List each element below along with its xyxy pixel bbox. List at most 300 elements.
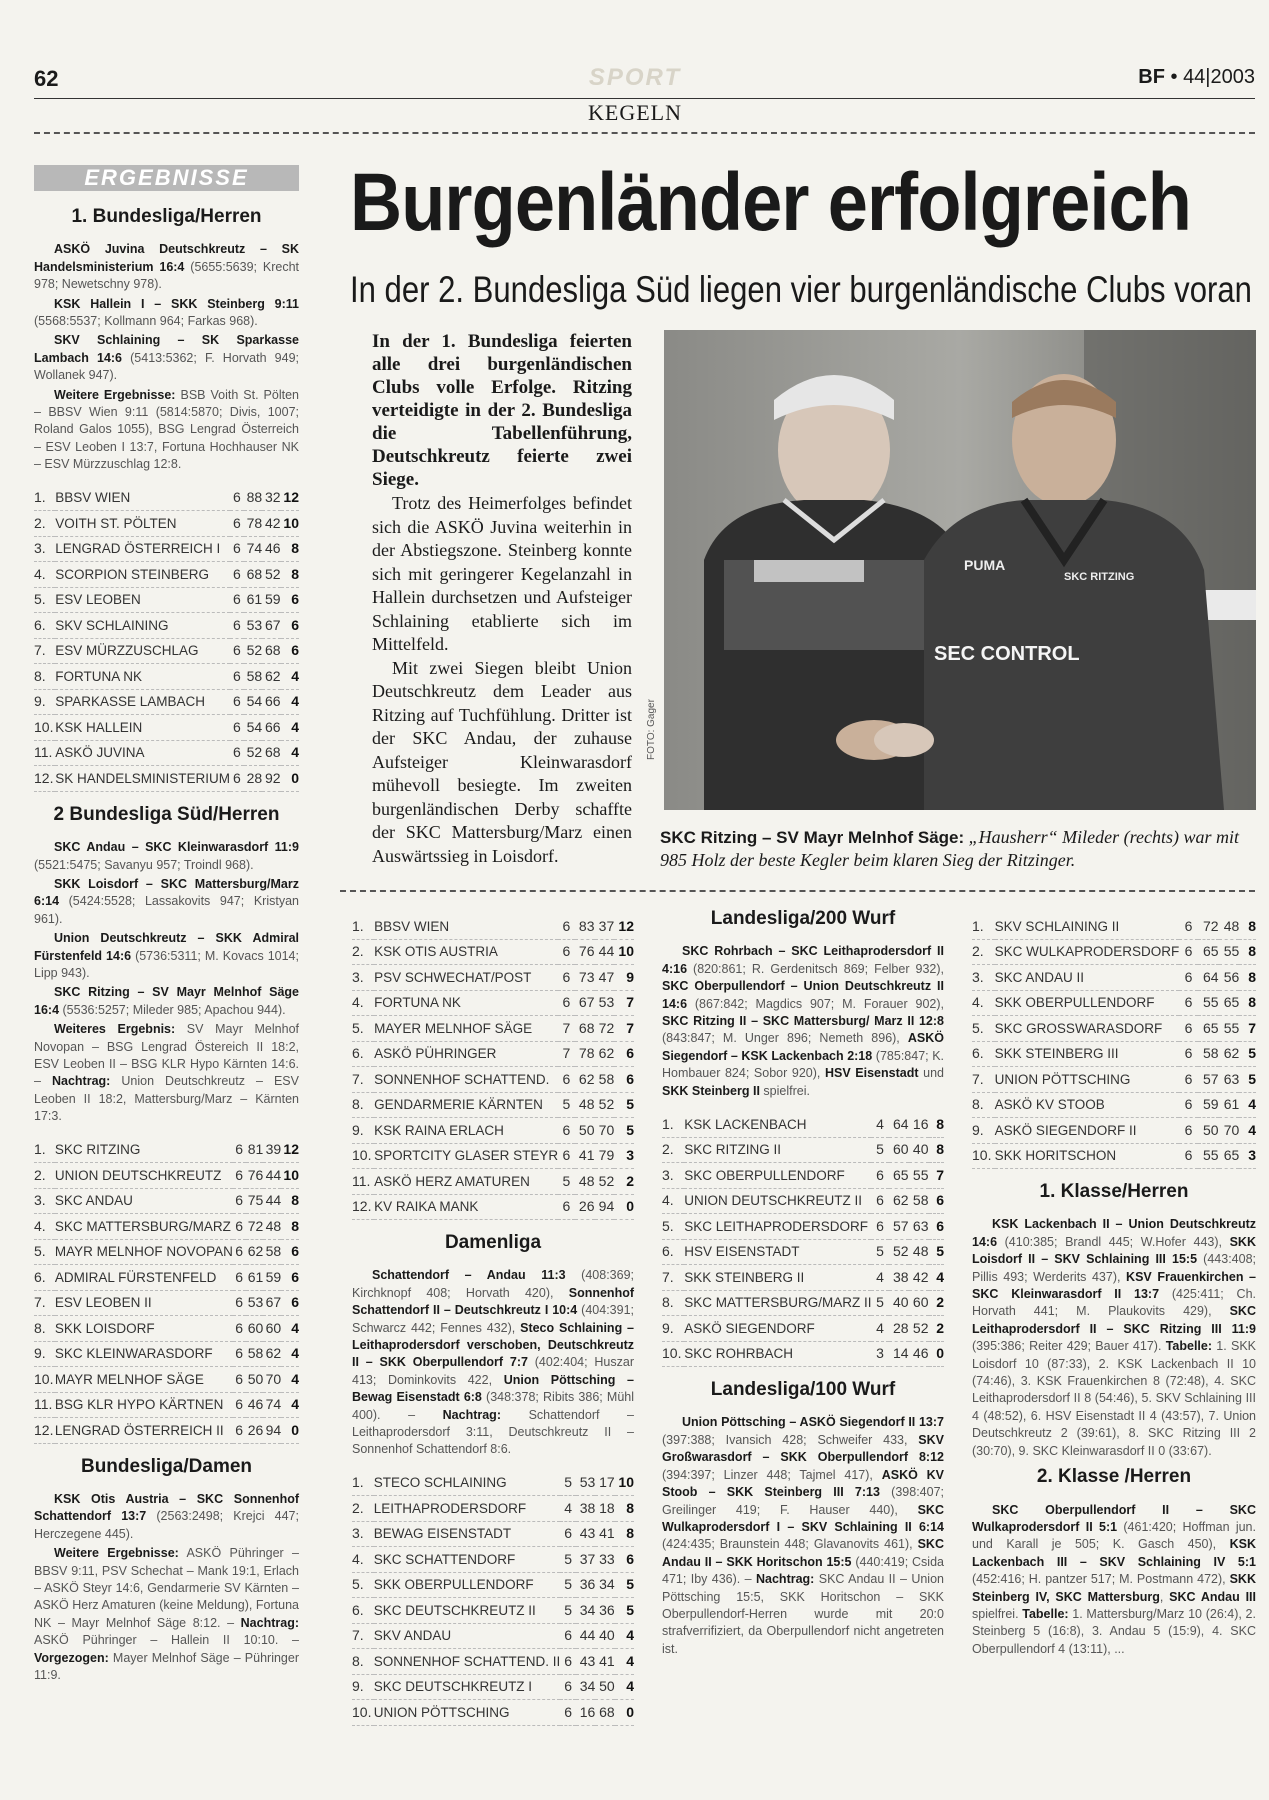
result-detail: Mayer Melnhof Säge – Pühringer 11:9.: [34, 1650, 299, 1683]
result-detail: (5413:5362; F. Horvath 949; Wollanek 947).: [34, 350, 300, 383]
standings-row: [662, 1214, 944, 1240]
result-match: SKC Leithaprodersdorf II – SKC Ritzing III 11:9: [972, 1304, 1256, 1336]
result-detail: ASKÖ Pühringer – Hallein II 10:10. –: [34, 1633, 299, 1648]
standings-score-for: 61: [246, 1265, 264, 1291]
shirt-text-skc-ritzing: SKC RITZING: [1064, 571, 1135, 583]
standings-score-against: 41: [595, 1521, 614, 1547]
standings-rank: 1.: [352, 914, 374, 939]
standings-points: 6: [281, 1265, 299, 1291]
results-column-3: [662, 902, 944, 1660]
result-detail: (443:408; Pillis 493; Werderits 437),: [972, 1252, 1257, 1284]
standings-games: 6: [871, 1214, 888, 1240]
standings-points: 3: [1239, 1143, 1256, 1169]
standings-score-against: 18: [595, 1496, 614, 1522]
standings-score-against: 63: [909, 1214, 929, 1240]
result-match: Weitere Ergebnisse:: [54, 1546, 179, 1561]
standings-row: [352, 1169, 634, 1195]
standings-score-for: 61: [244, 587, 262, 613]
standings-score-against: 65: [1219, 1143, 1240, 1169]
standings-score-against: 44: [595, 939, 615, 965]
section-landesliga200: [662, 910, 944, 1367]
result-match: SKC Ritzing – SV Mayr Melnhof Säge 16:4: [34, 985, 299, 1017]
standings-row: [34, 486, 299, 511]
standings-games: 6: [1179, 990, 1198, 1016]
standings-score-against: 94: [595, 1194, 615, 1220]
result-detail: (867:842; Magdics 907; M. Forauer 902),: [687, 996, 944, 1011]
standings-games: 6: [233, 1392, 246, 1418]
section-bl-damen: [34, 1455, 299, 1685]
results-text: [34, 839, 299, 1126]
standings-row: [662, 1137, 944, 1163]
standings-score-for: 64: [1198, 965, 1219, 991]
standings-score-for: 76: [575, 939, 595, 965]
section-landesliga100-table: [972, 914, 1256, 1169]
section-landesliga100: [662, 1381, 944, 1658]
standings-score-for: 68: [575, 1016, 595, 1042]
standings-row: [352, 939, 634, 965]
result-paragraph: [34, 241, 299, 293]
standings-team-name: LENGRAD ÖSTERREICH II: [55, 1418, 233, 1444]
standings-team-name: BBSV WIEN: [374, 914, 558, 939]
standings-row: [352, 914, 634, 939]
standings-games: 5: [871, 1290, 888, 1316]
result-paragraph: [34, 876, 299, 928]
standings-team-name: BBSV WIEN: [55, 486, 230, 511]
standings-score-against: 60: [263, 1316, 281, 1342]
standings-games: 7: [558, 1041, 575, 1067]
result-detail: (398:407; Greilinger 419; F. Hauser 440),: [662, 1485, 944, 1517]
standings-score-for: 43: [576, 1649, 595, 1675]
result-detail: 1. Mattersburg/Marz 10 (26:4), 2. Steinberg 5 (16:8), 3. Andau 5 (15:9), 4. SKC Oberpullendorf 4 (13:11), ...: [972, 1606, 1256, 1656]
standings-score-for: 26: [246, 1418, 264, 1444]
standings-points: 6: [614, 1067, 634, 1093]
standings-points: 6: [281, 638, 299, 664]
standings-team-name: BEWAG EISENSTADT: [374, 1521, 561, 1547]
standings-score-against: 92: [262, 766, 280, 792]
standings-team-name: UNION PÖTTSCHING: [995, 1067, 1180, 1093]
result-detail: und: [918, 1066, 944, 1081]
standings-team-name: SKC DEUTSCHKREUTZ II: [374, 1598, 561, 1624]
standings-team-name: SKV SCHLAINING: [55, 613, 230, 639]
publication-name: BF: [1138, 66, 1165, 88]
standings-points: 6: [281, 1290, 299, 1316]
standings-score-for: 53: [246, 1290, 264, 1316]
standings-games: 6: [230, 511, 244, 537]
section-klasse2: [972, 1468, 1256, 1658]
standings-team-name: UNION DEUTSCHKREUTZ II: [684, 1188, 871, 1214]
standings-score-against: 40: [909, 1137, 929, 1163]
standings-score-for: 44: [576, 1623, 595, 1649]
standings-row: [34, 766, 299, 792]
standings-table: [34, 486, 299, 792]
standings-score-against: 44: [263, 1188, 281, 1214]
standings-points: 5: [1239, 1067, 1256, 1093]
standings-row: [352, 1674, 634, 1700]
standings-rank: 9.: [352, 1118, 374, 1144]
standings-rank: 4.: [34, 562, 55, 588]
standings-score-for: 60: [246, 1316, 264, 1342]
standings-games: 5: [560, 1547, 576, 1573]
standings-score-against: 68: [262, 638, 280, 664]
standings-row: [34, 536, 299, 562]
standings-row: [972, 965, 1256, 991]
standings-score-against: 59: [262, 587, 280, 613]
standings-score-against: 72: [595, 1016, 615, 1042]
standings-team-name: SKK STEINBERG III: [995, 1041, 1180, 1067]
standings-points: 0: [614, 1194, 634, 1220]
standings-score-for: 16: [576, 1700, 595, 1726]
standings-games: 6: [871, 1163, 888, 1189]
standings-score-against: 52: [909, 1316, 929, 1342]
standings-row: [34, 1188, 299, 1214]
section-damenliga: [352, 1234, 634, 1726]
standings-row: [972, 939, 1256, 965]
standings-row: [34, 715, 299, 741]
standings-games: 5: [871, 1137, 888, 1163]
standings-row: [352, 1623, 634, 1649]
result-paragraph: [662, 943, 944, 1100]
standings-team-name: SKV ANDAU: [374, 1623, 561, 1649]
standings-rank: 8.: [352, 1649, 374, 1675]
standings-score-for: 67: [575, 990, 595, 1016]
result-detail: (5521:5475; Savanyu 957; Troindl 968).: [34, 857, 254, 872]
standings-team-name: SKC OBERPULLENDORF: [684, 1163, 871, 1189]
standings-row: [352, 1547, 634, 1573]
standings-points: 8: [1239, 939, 1256, 965]
standings-team-name: SKC RITZING: [55, 1138, 233, 1163]
standings-rank: 3.: [352, 1521, 374, 1547]
standings-score-against: 65: [1219, 990, 1240, 1016]
standings-rank: 3.: [352, 965, 374, 991]
standings-games: 6: [558, 990, 575, 1016]
standings-points: 12: [614, 914, 634, 939]
standings-row: [662, 1239, 944, 1265]
standings-team-name: ASKÖ JUVINA: [55, 740, 230, 766]
standings-points: 4: [281, 689, 299, 715]
standings-row: [662, 1316, 944, 1342]
standings-row: [352, 965, 634, 991]
result-paragraph: [34, 839, 299, 874]
result-detail: (5568:5537; Kollmann 964; Farkas 968).: [34, 314, 258, 329]
standings-games: 6: [558, 1143, 575, 1169]
standings-points: 7: [614, 1016, 634, 1042]
standings-rank: 7.: [662, 1265, 684, 1291]
standings-score-against: 63: [1219, 1067, 1240, 1093]
standings-score-for: 38: [889, 1265, 909, 1291]
result-paragraph: [34, 332, 299, 384]
standings-row: [34, 1341, 299, 1367]
standings-score-for: 57: [889, 1214, 909, 1240]
standings-score-for: 50: [575, 1118, 595, 1144]
standings-games: 6: [1179, 1016, 1198, 1042]
standings-games: 5: [560, 1598, 576, 1624]
result-detail: (5655:5639; Krecht 978; Newetschny 978).: [34, 259, 300, 292]
standings-score-against: 33: [595, 1547, 614, 1573]
standings-rank: 10.: [34, 715, 55, 741]
standings-score-against: 48: [1219, 914, 1240, 939]
standings-row: [662, 1265, 944, 1291]
standings-row: [352, 1496, 634, 1522]
result-match: SKC Oberpullendorf II – SKC Wulkaprodersdorf II 5:1: [972, 1502, 1256, 1534]
standings-points: 10: [281, 1163, 299, 1189]
standings-score-for: 48: [575, 1169, 595, 1195]
standings-row: [662, 1112, 944, 1137]
standings-score-against: 59: [263, 1265, 281, 1291]
result-detail: (424:435; Braunstein 448; Glavanovits 461),: [662, 1537, 918, 1552]
result-detail: (2563:2498; Krejci 447; Herczegene 445).: [34, 1509, 299, 1541]
standings-row: [34, 1367, 299, 1393]
standings-points: 6: [281, 1239, 299, 1265]
standings-score-for: 52: [889, 1239, 909, 1265]
standings-team-name: STECO SCHLAINING: [374, 1471, 561, 1496]
bowlers-photo-illustration: [664, 330, 1256, 810]
standings-rank: 10.: [34, 1367, 55, 1393]
standings-games: 5: [560, 1572, 576, 1598]
section-heading: 2 Bundesliga Süd/Herren: [53, 803, 280, 825]
standings-games: 6: [230, 613, 244, 639]
result-detail: (5736:5311; M. Kovacs 1014; Lipp 943).: [34, 948, 299, 980]
result-paragraph: [34, 984, 299, 1019]
standings-team-name: SKK STEINBERG II: [684, 1265, 871, 1291]
standings-points: 6: [615, 1547, 634, 1573]
standings-games: 6: [233, 1290, 246, 1316]
standings-score-for: 62: [246, 1239, 264, 1265]
standings-rank: 6.: [34, 613, 55, 639]
standings-row: [972, 1143, 1256, 1169]
standings-rank: 12.: [34, 766, 55, 792]
standings-games: 6: [1179, 1067, 1198, 1093]
result-match: Schattendorf – Andau 11:3: [372, 1268, 566, 1283]
standings-games: 5: [558, 1092, 575, 1118]
standings-rank: 5.: [352, 1572, 374, 1598]
standings-row: [352, 1041, 634, 1067]
result-match: Weiteres Ergebnis:: [54, 1022, 176, 1037]
result-paragraph: [34, 296, 299, 331]
standings-score-against: 41: [595, 1649, 614, 1675]
standings-table: [352, 1471, 634, 1726]
standings-games: 6: [233, 1214, 246, 1240]
standings-rank: 2.: [34, 511, 55, 537]
standings-rank: 4.: [972, 990, 995, 1016]
result-paragraph: [34, 387, 299, 474]
standings-games: 6: [230, 638, 244, 664]
section-heading: Landesliga/200 Wurf: [710, 908, 896, 929]
standings-score-for: 88: [244, 486, 262, 511]
section-heading: 1. Klasse/Herren: [1039, 1181, 1189, 1202]
standings-rank: 3.: [34, 1188, 55, 1214]
standings-row: [972, 1118, 1256, 1144]
section-bl2-sued: [34, 803, 299, 1444]
standings-team-name: SPARKASSE LAMBACH: [55, 689, 230, 715]
section-bl1-herren: [34, 208, 299, 792]
result-match: SKV Schlaining – SK Sparkasse Lambach 14:6: [34, 333, 299, 365]
result-match: Nachtrag:: [756, 1572, 815, 1587]
article-photo: [664, 330, 1256, 810]
result-match: SKK Steinberg IV, SKC Mattersburg: [972, 1572, 1256, 1604]
standings-row: [662, 1163, 944, 1189]
standings-team-name: SKK LOISDORF: [55, 1316, 233, 1342]
standings-points: 6: [281, 613, 299, 639]
result-match: Nachtrag:: [51, 1074, 111, 1089]
standings-score-for: 76: [246, 1163, 264, 1189]
standings-score-against: 40: [595, 1623, 614, 1649]
result-match: SKC Oberpullendorf – Union Deutschkreutz II 14:6: [662, 979, 944, 1011]
standings-games: 5: [558, 1169, 575, 1195]
standings-score-against: 52: [595, 1169, 615, 1195]
result-match: SKC Ritzing II – SKC Mattersburg/ Marz II 12:8: [662, 1014, 944, 1029]
standings-games: 6: [1179, 1041, 1198, 1067]
standings-score-against: 58: [595, 1067, 615, 1093]
caption-text: „Hausherr“ Mileder (rechts) war mit 985 Holz der beste Kegler beim klaren Sieg der Ritzinger.: [660, 827, 1239, 870]
standings-rank: 1.: [352, 1471, 374, 1496]
standings-team-name: SKC LEITHAPRODERSDORF: [684, 1214, 871, 1240]
standings-team-name: LENGRAD ÖSTERREICH I: [55, 536, 230, 562]
standings-score-against: 55: [909, 1163, 929, 1189]
standings-score-for: 58: [244, 664, 262, 690]
standings-score-for: 81: [246, 1138, 264, 1163]
standings-rank: 8.: [352, 1092, 374, 1118]
standings-score-against: 60: [909, 1290, 929, 1316]
standings-team-name: SCORPION STEINBERG: [55, 562, 230, 588]
result-detail: (843:847; M. Unger 896; Nemeth 896),: [662, 1031, 908, 1046]
result-detail: (461:420; Hoffman jun. und Karall je 505; K. Gasch 450),: [972, 1519, 1256, 1552]
standings-table: [662, 1112, 944, 1367]
standings-score-against: 44: [263, 1163, 281, 1189]
standings-score-for: 65: [1198, 939, 1219, 965]
standings-points: 4: [281, 1341, 299, 1367]
standings-score-for: 54: [244, 715, 262, 741]
standings-games: 6: [558, 914, 575, 939]
standings-rank: 10.: [972, 1143, 995, 1169]
result-match: SKC Rohrbach – SKC Leithaprodersdorf II 4:16: [662, 944, 944, 976]
result-detail: (408:369; Kirchknopf 408; Horvath 420),: [352, 1268, 634, 1300]
standings-points: 9: [614, 965, 634, 991]
standings-points: 4: [281, 715, 299, 741]
standings-points: 10: [615, 1471, 634, 1496]
standings-team-name: SKK OBERPULLENDORF: [995, 990, 1180, 1016]
standings-points: 6: [929, 1214, 945, 1240]
standings-points: 4: [281, 664, 299, 690]
result-detail: (395:386; Reiter 429; Bauer 417).: [972, 1339, 1166, 1354]
standings-score-for: 60: [889, 1137, 909, 1163]
standings-score-against: 61: [1219, 1092, 1240, 1118]
result-detail: Schattendorf – Leithaprodersdorf 3:11, Deutschkreutz II – Sonnenhof Schattendorf 8:6.: [352, 1407, 635, 1457]
standings-rank: 8.: [34, 1316, 55, 1342]
standings-score-against: 58: [263, 1239, 281, 1265]
standings-team-name: SKK OBERPULLENDORF: [374, 1572, 561, 1598]
standings-rank: 8.: [662, 1290, 684, 1316]
standings-rank: 9.: [352, 1674, 374, 1700]
standings-points: 4: [615, 1674, 634, 1700]
standings-table: [972, 914, 1256, 1169]
standings-games: 6: [1179, 914, 1198, 939]
standings-games: 6: [1179, 939, 1198, 965]
standings-score-against: 70: [595, 1118, 615, 1144]
results-column-4: [972, 902, 1256, 1660]
standings-rank: 2.: [972, 939, 995, 965]
standings-row: [34, 664, 299, 690]
standings-row: [34, 1418, 299, 1444]
result-match: SKK Steinberg II: [662, 1083, 760, 1098]
result-match: Steco Schlaining – Leithaprodersdorf verschoben, Deutschkreutz II – SKK Oberpullendorf 7:7: [352, 1320, 635, 1370]
standings-rank: 12.: [352, 1194, 374, 1220]
standings-points: 8: [281, 1188, 299, 1214]
standings-team-name: SKC ANDAU: [55, 1188, 233, 1214]
standings-team-name: KV RAIKA MANK: [374, 1194, 558, 1220]
standings-row: [34, 689, 299, 715]
result-match: SKC Wulkaprodersdorf I – SKV Schlaining II 6:14: [662, 1502, 944, 1534]
standings-rank: 1.: [662, 1112, 684, 1137]
standings-row: [352, 1598, 634, 1624]
standings-rank: 9.: [34, 689, 55, 715]
standings-team-name: FORTUNA NK: [374, 990, 558, 1016]
header-rule: [34, 98, 1255, 99]
standings-games: 7: [558, 1016, 575, 1042]
standings-score-against: 67: [262, 613, 280, 639]
standings-games: 6: [560, 1521, 576, 1547]
standings-score-against: 42: [262, 511, 280, 537]
standings-games: 4: [871, 1316, 888, 1342]
standings-games: 6: [233, 1341, 246, 1367]
standings-team-name: VOITH ST. PÖLTEN: [55, 511, 230, 537]
standings-games: 4: [871, 1112, 888, 1137]
article-title: Burgenländer erfolgreich: [350, 157, 1191, 248]
standings-team-name: ADMIRAL FÜRSTENFELD: [55, 1265, 233, 1291]
standings-row: [34, 1138, 299, 1163]
standings-games: 6: [233, 1188, 246, 1214]
standings-team-name: KSK OTIS AUSTRIA: [374, 939, 558, 965]
standings-score-for: 64: [889, 1112, 909, 1137]
standings-rank: 7.: [352, 1623, 374, 1649]
result-match: ASKÖ KV Stoob – SKK Steinberg III 7:13: [662, 1467, 945, 1500]
standings-games: 4: [871, 1265, 888, 1291]
standings-row: [662, 1341, 944, 1367]
standings-score-against: 16: [909, 1112, 929, 1137]
standings-score-for: 55: [1198, 990, 1219, 1016]
results-text: [972, 1502, 1256, 1659]
standings-team-name: ESV MÜRZZUSCHLAG: [55, 638, 230, 664]
standings-rank: 4.: [662, 1188, 684, 1214]
results-text: [972, 1216, 1256, 1460]
standings-row: [34, 587, 299, 613]
standings-row: [352, 1521, 634, 1547]
standings-score-against: 17: [595, 1471, 614, 1496]
standings-row: [662, 1290, 944, 1316]
dashed-divider-lower: [340, 890, 1255, 892]
standings-row: [972, 1067, 1256, 1093]
result-match: HSV Eisenstadt: [824, 1066, 919, 1081]
standings-row: [352, 1092, 634, 1118]
standings-row: [34, 1290, 299, 1316]
standings-score-against: 68: [262, 740, 280, 766]
result-detail: SKC Andau II – Union Pöttsching 15:5, SKK Horitschon – SKK Oberpullendorf-Herren wurde mit 20:0 strafverrifiziert, da Oberpullendorf nicht angetreten ist.: [662, 1572, 944, 1656]
standings-score-against: 46: [909, 1341, 929, 1367]
standings-table: [352, 914, 634, 1220]
standings-team-name: MAYR MELNHOF NOVOPAN: [55, 1239, 233, 1265]
standings-team-name: HSV EISENSTADT: [684, 1239, 871, 1265]
result-match: SKK Loisdorf – SKC Mattersburg/Marz 6:14: [34, 876, 299, 909]
standings-row: [662, 1188, 944, 1214]
standings-score-for: 37: [576, 1547, 595, 1573]
result-paragraph: [34, 1491, 299, 1543]
standings-row: [34, 1163, 299, 1189]
standings-points: 0: [281, 766, 299, 792]
standings-row: [972, 1016, 1256, 1042]
standings-rank: 4.: [352, 1547, 374, 1573]
standings-score-for: 65: [889, 1163, 909, 1189]
result-detail: (394:397; Linzer 448; Tajmel 417),: [662, 1467, 882, 1482]
standings-points: 10: [281, 511, 299, 537]
